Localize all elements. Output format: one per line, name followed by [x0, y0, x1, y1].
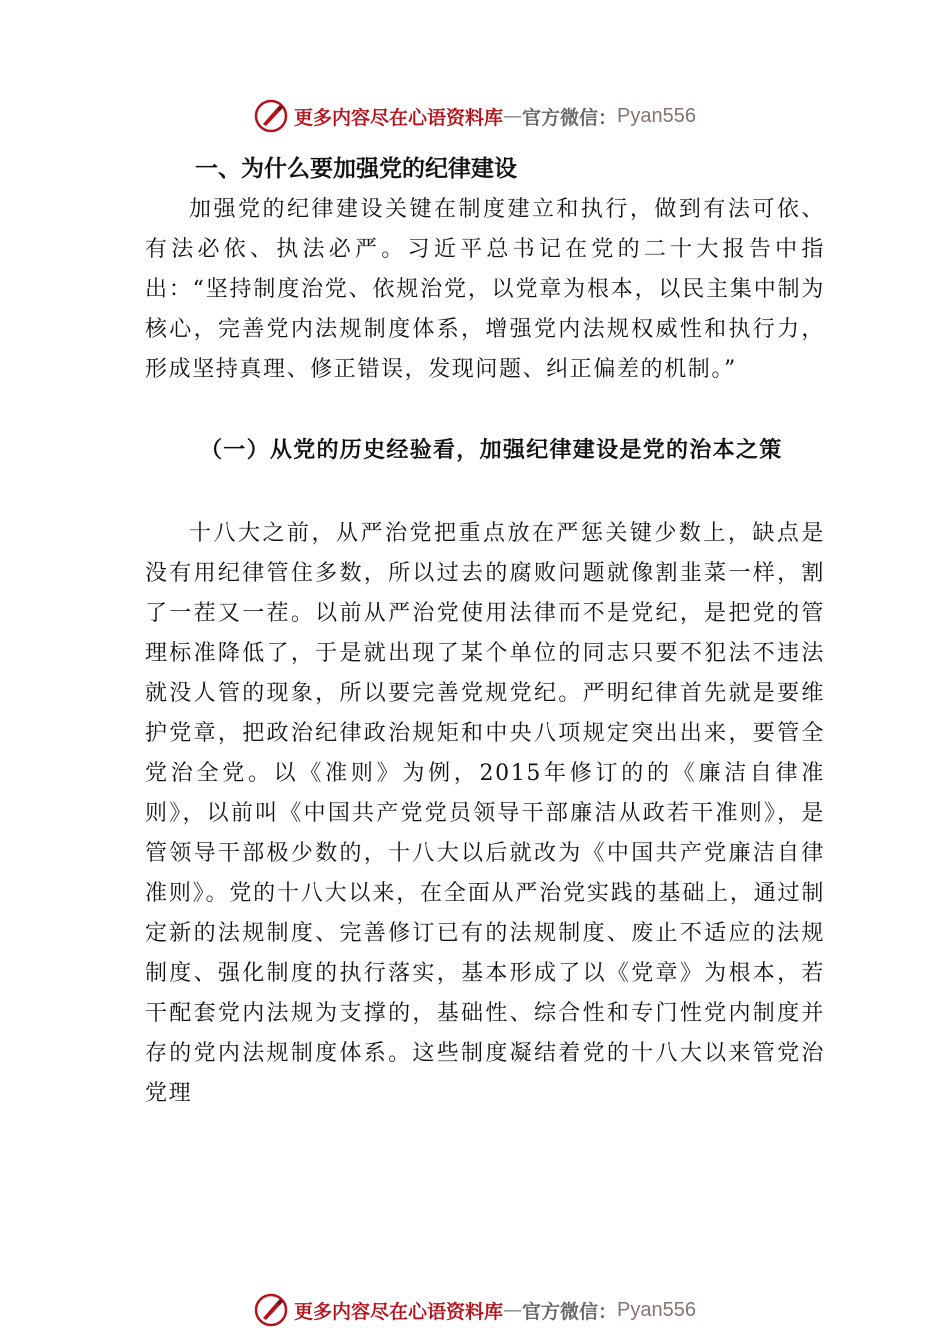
banner-wechat-id: Pyan556 [617, 1298, 696, 1321]
banner-wechat-label: 官方微信： [522, 1300, 618, 1323]
paragraph-1: 加强党的纪律建设关键在制度建立和执行，做到有法可依、有法必依、执法必严。习近平总书记在党的二十大报告中指出：“坚持制度治党、依规治党，以党章为根本，以民主集中制为核心，完善党内法规制度体系，增强党内法规权威性和执行力，形成坚持真理、修正错误，发现问题、纠正偏差的机制。” [145, 197, 825, 382]
banner-title: 更多内容尽在心语资料库 [294, 1300, 504, 1323]
banner-wechat-id: Pyan556 [617, 104, 696, 127]
subsection-heading: （一）从党的历史经验看，加强纪律建设是党的治本之策 [200, 437, 783, 463]
section-heading: 一、为什么要加强党的纪律建设 [195, 156, 517, 182]
banner-wechat-label: 官方微信： [522, 106, 618, 129]
banner-separator: — [503, 105, 523, 127]
footer-banner [0, 1290, 950, 1330]
paragraph-2: 十八大之前，从严治党把重点放在严惩关键少数上，缺点是没有用纪律管住多数，所以过去的腐败问题就像割韭菜一样，割了一茬又一茬。以前从严治党使用法律而不是党纪，是把党的管理标准降低了，于是就出现了某个单位的同志只要不犯法不违法就没人管的现象，所以要完善党规党纪。严明纪律首先就是要维护党章，把政治纪律政治规矩和中央八项规定突出出来，要管全党治全党。以《准则》为例，2015年修订的的《廉洁自律准则》，以前叫《中国共产党党员领导干部廉洁从政若干准则》，是管领导干部极少数的，十八大以后就改为《中国共产党廉洁自律准则》。党的十八大以来，在全面从严治党实践的基础上，通过制定新的法规制度、完善修订已有的法规制度、废止不适应的法规制度、强化制度的执行落实，基本形成了以《党章》为根本，若干配套党内法规为支撑的，基础性、综合性和专门性党内制度并存的党内法规制度体系。这些制度凝结着党的十八大以来管党治党理 [145, 521, 825, 1106]
header-banner [0, 96, 950, 136]
banner-title: 更多内容尽在心语资料库 [294, 106, 504, 129]
pen-logo-icon [254, 1293, 288, 1327]
pen-logo-icon [254, 99, 288, 133]
banner-separator: — [503, 1299, 523, 1321]
